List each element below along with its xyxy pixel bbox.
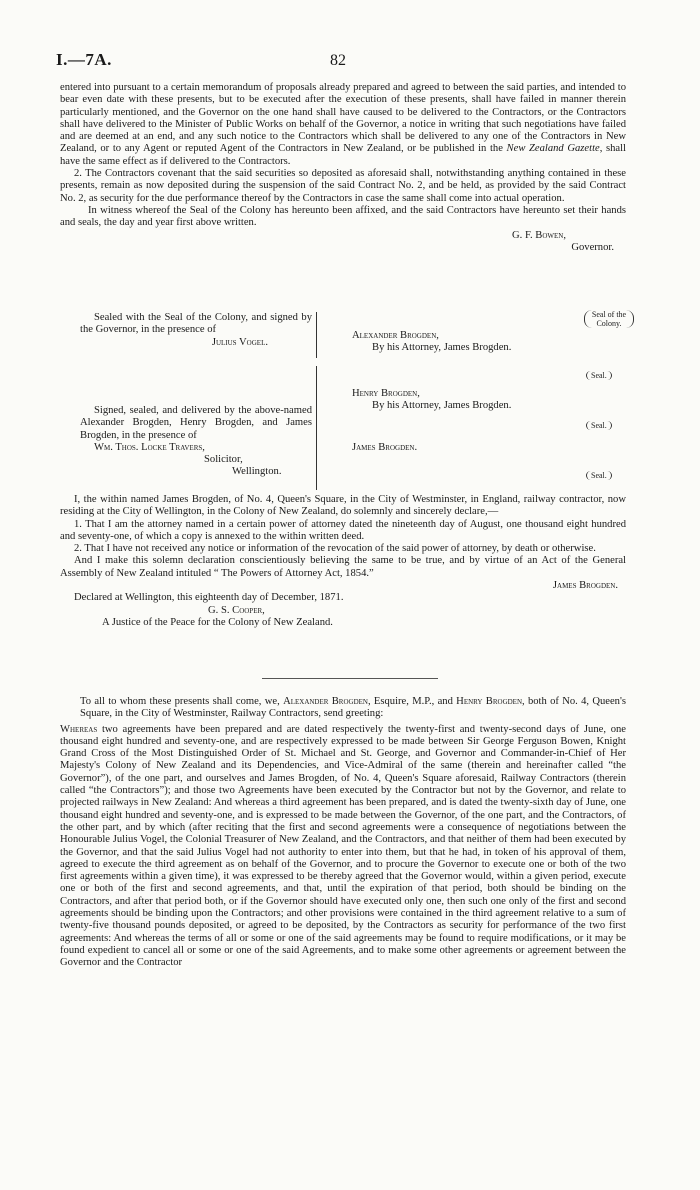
colony-seal: [584, 310, 634, 328]
section-divider: [262, 678, 438, 679]
seal-icon: Seal of the Colony.: [584, 310, 634, 328]
signatory-james-block: [352, 442, 622, 454]
declared-at: Declared at Wellington, this eighteenth day of December, 1871.: [74, 592, 344, 604]
paragraph-1: entered into pursuant to a certain memorandum of proposals already prepared and agreed to between the said parties, and intended to bear even date with these presents, but to be executed after the execution of these presents, shall have failed in manner therein particularly mentioned, and the Governor on the one hand shall have caused to be delivered to the Contractors, or the Contractors shall have delivered to the Minister of Public Works on behalf of the Governor, a notice in writing that such negotiations have failed and are deemed at an end, and any such notice to the Contractors which shall be delivered to any one of the Contractors in New Zealand, or to any Agent or reputed Agent of the Contractors in New Zealand, or be published in the New Zealand Gazette, shall have the same effect as if delivered to the Contractors.: [60, 82, 626, 167]
declaration-point-1: 1. That I am the attorney named in a certain power of attorney dated the nineteenth day of August, one thousand eight hundred and seventy-one, of which a copy is annexed to the within written deed.: [60, 518, 626, 542]
opening-section: [60, 82, 626, 254]
deed-section: [60, 696, 626, 970]
signed-attestation: Signed, sealed, and delivered by the above-named Alexander Brogden, Henry Brogden, and James Brogden, in the presence of Wm. Thos. Locke Travers, Solicitor, Wellington.: [80, 405, 312, 478]
seal-1: [586, 370, 612, 382]
declaration-section: [60, 494, 626, 629]
seal-icon: Seal.: [586, 471, 612, 480]
brace-1: [316, 312, 317, 358]
declaration-intro: I, the within named James Brogden, of No. 4, Queen's Square, in the City of Westminster, in England, railway contractor, now residing at the City of Wellington, in the Colony of New Zealand, do solemnly and sincerely declare,—: [60, 494, 626, 518]
declarant-signature: James Brogden.: [552, 580, 618, 592]
deed-recitals: Whereas two agreements have been prepared and are dated respectively the twenty-first and twenty-second days of June, one thousand eight hundred and seventy-one, and are respectively expressed to be made between Sir George Ferguson Bowen, Knight Grand Cross of the Most Distinguished Order of St. Michael and St. George, and Governor and Commander-in-Chief of Her Majesty's Colony of New Zealand and its Dependencies, and Vice-Admiral of the same (therein and hereinafter called “the Governor”), of the one part, and ourselves and James Brogden, of No. 4, Queen's Square aforesaid, Railway Contractors (therein called “the Contractors”); and those two Agreements have been executed by the Contractor but not by the Governor, and relate to projected railways in New Zealand: And whereas a third agreement has been prepared, and is dated the twenty-sixth day of June, one thousand eight hundred and seventy-one, and is expressed to be made between the Governor, of the one part, and the Contractors, of the other part, and by which (after reciting that the first and second agreements were a consequence of negotiations between the Honourable Julius Vogel, the Colonial Treasurer of New Zealand, and the Contractors, and that neither of them had been executed by the Governor, and that the said Julius Vogel had not authority to enter into them, but that he had, in token of his approval of them, agreed to execute the third agreement as on behalf of the Governor, and to procure the Governor to execute one or both of the two first agreements within a given time), it was expressed to be thereby agreed that the Governor would, within a given period, execute one or both of the first and second agreements, and that, until the expiration of that period, both should be binding on the Contractors, and after that period both, or if the Governor should have executed only one, then such one only of the first and second agreements should be binding upon the Contractors; and other provisions were contained in the third agreement relative to a sum of twenty-five thousand pounds deposited, or agreed to be deposited, by the Contractors as security for performance of the two first agreements: And whereas the terms of all or some or one of the said agreements may be found to require modifications, or it may be found expedient to cancel all or some or one of the said Agreements, and to make some other agreements or agreement between the Governor and the Contractor: [60, 723, 626, 969]
page-number: 82: [330, 52, 346, 69]
document-reference: I.—7A.: [56, 50, 112, 69]
jp-signature: G. S. Cooper,: [208, 604, 265, 616]
signatories: Alexander Brogden, By his Attorney, James Brogden.: [352, 330, 512, 354]
governor-title: Governor.: [571, 241, 614, 253]
witness-clause: In witness whereof the Seal of the Colony has hereunto been affixed, and the said Contractors have hereunto set their hands and seals, the day and year first above written.: [60, 204, 626, 229]
jp-title: A Justice of the Peace for the Colony of New Zealand.: [102, 616, 333, 628]
declaration-closing: And I make this solemn declaration conscientiously believing the same to be true, and by virtue of an Act of the General Assembly of New Zealand intituled “ The Powers of Attorney Act, 1854.”: [60, 555, 626, 579]
seal-icon: Seal.: [586, 421, 612, 430]
governor-signature: G. F. Bowen,: [512, 229, 566, 241]
brace-2: [316, 366, 317, 490]
paragraph-2: 2. The Contractors covenant that the said securities so deposited as aforesaid shall, notwithstanding anything contained in these presents, remain as now deposited during the suspension of the said Contract No. 2, and be held, as provided by the said Contract No. 2, as security for the due performance thereof by the Contractors in case the same shall come into actual operation.: [60, 168, 626, 204]
signatory-henry: Henry Brogden,: [352, 388, 420, 399]
signatory-james: James Brogden.: [352, 442, 418, 453]
deed-opening: To all to whom these presents shall come, we, Alexander Brogden, Esquire, M.P., and Henry Brogden, both of No. 4, Queen's Square, in the City of Westminster, Railway Contractors, send greeting:: [80, 696, 627, 720]
witness-travers: Wm. Thos. Locke Travers,: [94, 441, 205, 453]
witness-julius-vogel: Julius Vogel.: [211, 336, 268, 348]
sealed-attestation: Sealed with the Seal of the Colony, and signed by the Governor, in the presence of Julius Vogel.: [80, 312, 312, 348]
signatory-alexander: Alexander Brogden,: [352, 330, 439, 341]
declaration-point-2: 2. That I have not received any notice or information of the revocation of the said power of attorney, by death or otherwise.: [74, 543, 596, 555]
seal-3: [586, 470, 612, 482]
seal-2: [586, 420, 612, 432]
seal-icon: Seal.: [586, 371, 612, 380]
signatory-henry-block: Henry Brogden, By his Attorney, James Brogden.: [352, 388, 512, 412]
